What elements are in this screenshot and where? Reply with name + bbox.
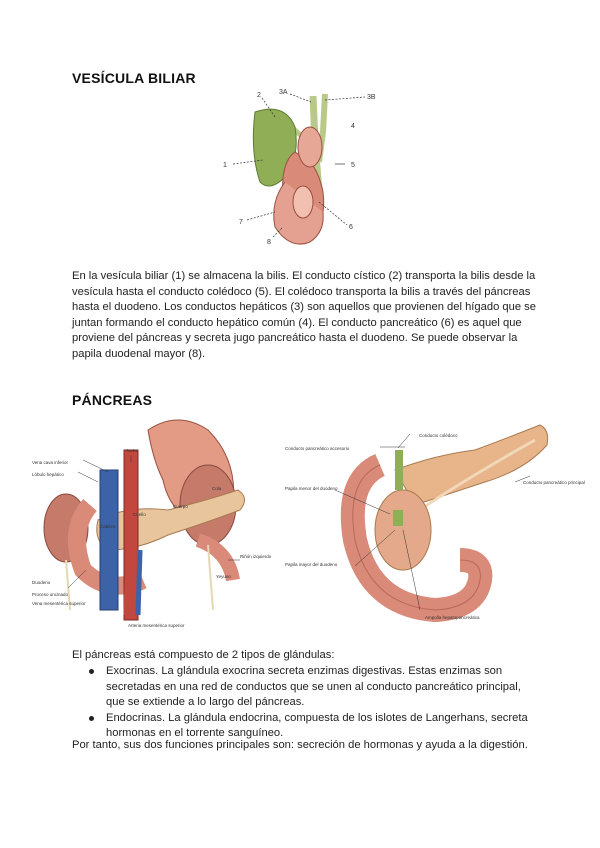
label-7: 7 xyxy=(239,219,243,226)
bullet-text-endocrinas: Endocrinas. La glándula endocrina, compuesta de los islotes de Langerhans, secreta hormonas en el torrente sanguíneo. xyxy=(106,711,528,739)
gallbladder-paragraph: En la vesícula biliar (1) se almacena la bilis. El conducto cístico (2) transporta la bilis desde la vesícula hasta el conducto colédoco (5). El colédoco transporta la bilis a través del páncreas hasta el duodeno. Los conductos hepáticos (3) son aquellos que provienen del hígado que se juntan formando el conducto hepático común (4). El conducto pancreático (6) es aquel que proviene del páncreas y secreta jugo pancreático hasta el duodeno. Se puede observar la papila duodenal mayor (8). xyxy=(72,270,536,360)
section-title-pancreas: PÁNCREAS xyxy=(72,392,153,408)
label-rinon-izq: Riñón izquierdo xyxy=(240,554,272,559)
bullet-dot xyxy=(89,669,94,674)
pancreas-conclusion: Por tanto, sus dos funciones principales son: secreción de hormonas y ayuda a la digestión. xyxy=(72,739,528,751)
label-ampolla: Ampolla hepatopancreática xyxy=(425,615,480,620)
list-item xyxy=(72,664,542,711)
label-cola: Cola xyxy=(212,486,222,491)
label-proceso-uncinado: Proceso uncinado xyxy=(32,592,69,597)
bullet-text-exocrinas: Exocrinas. La glándula exocrina secreta enzimas digestivas. Estas enzimas son secretadas en una red de conductos que se unen al conducto pancreático principal, que se extiende a lo largo del páncreas. xyxy=(106,665,521,708)
label-arteria-mesenterica: Arteria mesentérica superior xyxy=(128,623,185,628)
label-cabeza: Cabeza xyxy=(100,524,116,529)
label-6: 6 xyxy=(349,224,353,231)
label-papila-mayor: Papila mayor del duodeno xyxy=(285,562,338,567)
label-3b: 3B xyxy=(367,94,376,101)
label-aorta: Aorta xyxy=(126,448,137,453)
pancreas-overview-diagram xyxy=(28,410,296,632)
label-yeyuno: Yeyuno xyxy=(216,574,231,579)
label-vena-mesenterica: Vena mesentérica superior xyxy=(32,601,86,606)
label-conducto-accesorio: Conducto pancreático accesorio xyxy=(285,446,350,451)
gallbladder-diagram xyxy=(215,82,385,262)
label-papila-menor: Papila menor del duodeno xyxy=(285,486,338,491)
label-8: 8 xyxy=(267,239,271,246)
list-item xyxy=(72,711,542,742)
label-2: 2 xyxy=(257,92,261,99)
label-cuerpo: Cuerpo xyxy=(173,504,188,509)
label-1: 1 xyxy=(223,162,227,169)
bullet-dot xyxy=(89,716,94,721)
label-conducto-pancreatico: Conducto pancreático principal xyxy=(523,480,585,485)
pancreas-ducts-diagram xyxy=(285,410,585,626)
label-vena-cava: Vena cava inferior xyxy=(32,460,69,465)
label-cuello: Cuello xyxy=(133,512,146,517)
label-4: 4 xyxy=(351,123,355,130)
label-3a: 3A xyxy=(279,89,288,96)
section-title-vesicula: VESÍCULA BILIAR xyxy=(72,70,196,86)
gland-types-list xyxy=(72,664,542,742)
label-duodeno: Duodeno xyxy=(32,580,51,585)
pancreas-intro: El páncreas está compuesto de 2 tipos de glándulas: xyxy=(72,649,335,661)
label-5: 5 xyxy=(351,162,355,169)
label-conducto-coledoco: Conducto colédoco xyxy=(419,433,458,438)
label-higado: Lóbulo hepático xyxy=(32,472,64,477)
